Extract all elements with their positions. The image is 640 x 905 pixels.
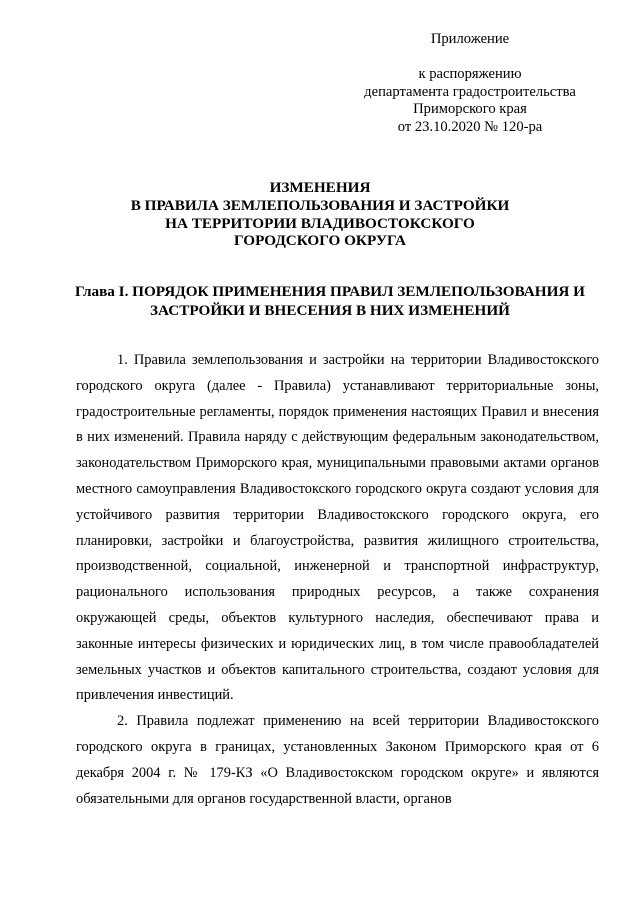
chapter-heading	[60, 283, 600, 320]
document-body	[76, 348, 599, 812]
appendix-line: департамента градостроительства	[364, 83, 576, 100]
appendix-line: к распоряжению	[418, 66, 522, 82]
paragraph-1: 1. Правила землепользования и застройки на территории Владивостокского городского округа (далее - Правила) устанавливают территориальные зоны, градостроительные регламенты, порядок применения настоящих Правил и внесения в них изменений. Правила наряду с действующим федеральным законодательством, законодательством Приморского края, муниципальными правовыми актами органов местного самоуправления Владивостокского городского округа создают условия для устойчивого развития территории Владивостокского городского округа, его планировки, застройки и благоустройства, развития жилищного строительства, производственной, социальной, инженерной и транспортной инфраструктур, рационального использования природных ресурсов, а также сохранения окружающей среды, объектов культурного наследия, обеспечивают права и законные интересы физических и юридических лиц, в том числе правообладателей земельных участков и объектов капитального строительства, создают условия для привлечения инвестиций.	[76, 352, 599, 704]
title-line: ГОРОДСКОГО ОКРУГА	[234, 232, 406, 250]
document-title	[60, 179, 580, 250]
title-line: В ПРАВИЛА ЗЕМЛЕПОЛЬЗОВАНИЯ И ЗАСТРОЙКИ	[130, 196, 510, 214]
title-line: ИЗМЕНЕНИЯ	[269, 179, 371, 196]
appendix-label: Приложение	[430, 31, 510, 47]
appendix-line: Приморского края	[413, 101, 527, 117]
paragraph-2: 2. Правила подлежат применению на всей территории Владивостокского городского округа в границах, установленных Законом Приморского края от 6 декабря 2004 г. № 179-КЗ «О Владивостокском городском округе» и являются обязательными для органов государственной власти, органов	[76, 713, 599, 807]
appendix-details	[345, 66, 595, 136]
title-line: НА ТЕРРИТОРИИ ВЛАДИВОСТОКСКОГО	[165, 214, 475, 232]
chapter-line: Глава I. ПОРЯДОК ПРИМЕНЕНИЯ ПРАВИЛ ЗЕМЛЕПОЛЬЗОВАНИЯ И	[75, 283, 585, 300]
appendix-date-line: от 23.10.2020 № 120-ра	[397, 118, 543, 135]
chapter-line: ЗАСТРОЙКИ И ВНЕСЕНИЯ В НИХ ИЗМЕНЕНИЙ	[150, 301, 510, 319]
